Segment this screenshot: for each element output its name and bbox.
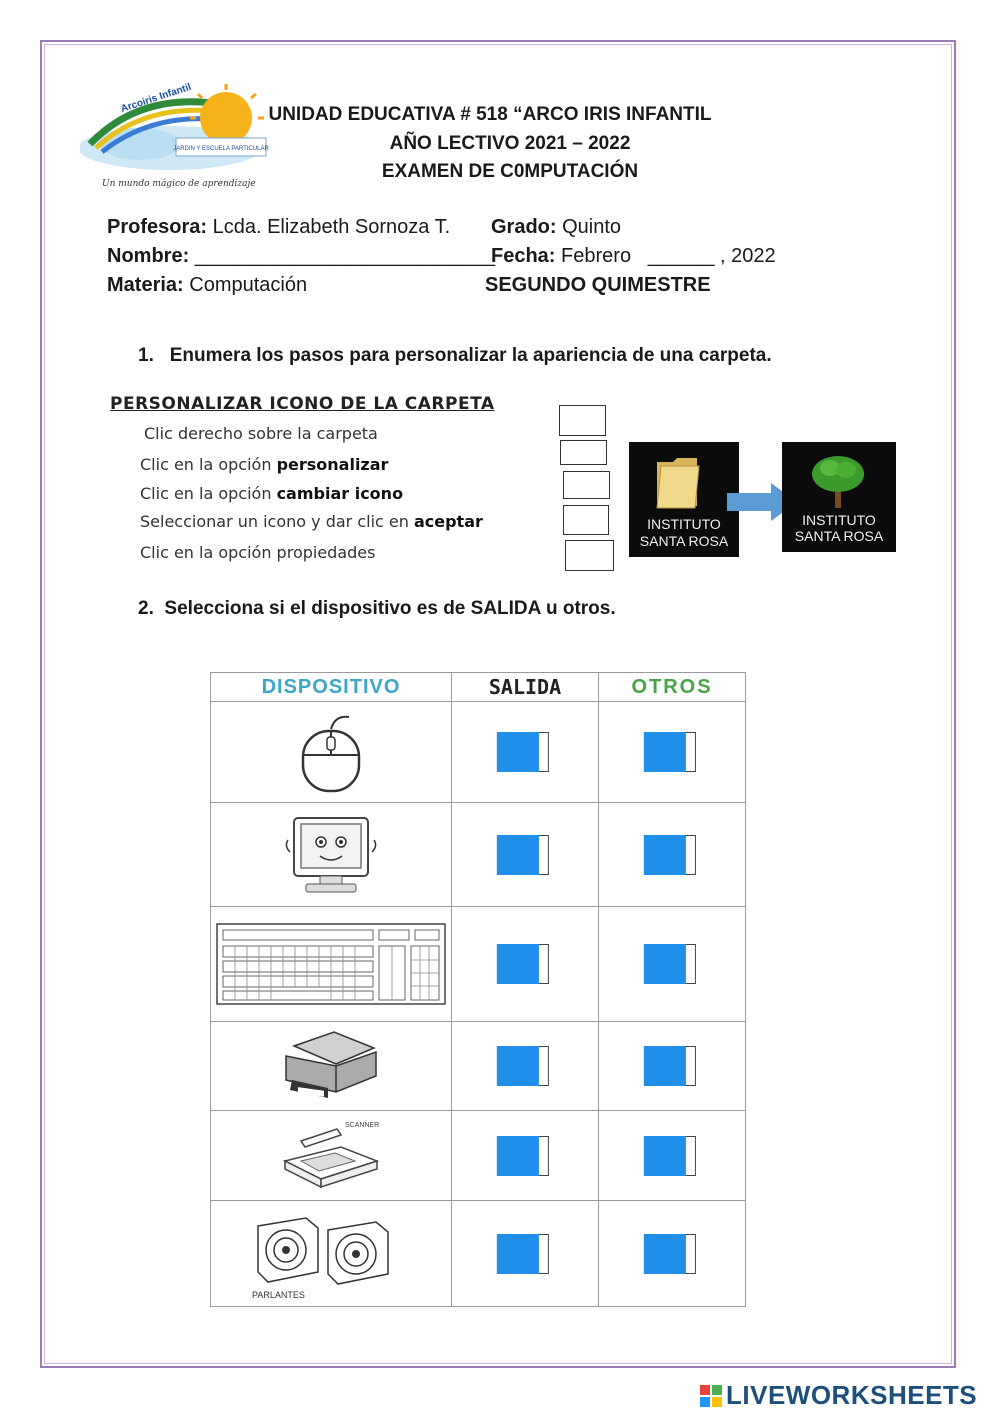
subject-line <box>107 274 307 297</box>
salida-cell <box>452 803 599 907</box>
speakers-icon <box>246 1206 416 1302</box>
step-number-input-2[interactable] <box>560 440 607 465</box>
otros-checkbox[interactable] <box>644 732 696 772</box>
term-label: SEGUNDO QUIMESTRE <box>485 274 711 296</box>
table-header-row <box>211 673 746 702</box>
otros-checkbox[interactable] <box>644 835 696 875</box>
question-1-text: Enumera los pasos para personalizar la apariencia de una carpeta. <box>169 345 772 366</box>
salida-cell <box>452 1201 599 1307</box>
device-keyboard <box>211 907 452 1022</box>
otros-cell <box>599 1111 746 1201</box>
question-2-number: 2. <box>138 598 154 619</box>
name-line[interactable] <box>107 245 495 268</box>
folder-before-image <box>629 442 739 557</box>
teacher-value: Lcda. Elizabeth Sornoza T. <box>212 216 451 238</box>
salida-checkbox[interactable] <box>497 732 549 772</box>
step-1: Clic derecho sobre la carpeta <box>144 424 378 443</box>
salida-cell <box>452 907 599 1022</box>
otros-checkbox[interactable] <box>644 1234 696 1274</box>
table-row <box>211 907 746 1022</box>
question-2-text: Selecciona si el dispositivo es de SALIDA u otros. <box>164 598 616 619</box>
column-dispositivo: DISPOSITIVO <box>211 673 452 702</box>
subject-value: Computación <box>189 274 308 296</box>
mouse-icon <box>291 707 371 797</box>
step-number-input-4[interactable] <box>563 505 609 535</box>
grade-line <box>491 216 621 239</box>
otros-cell <box>599 1022 746 1111</box>
logo-arc-text: Arcoiris Infantil <box>119 82 193 115</box>
salida-checkbox[interactable] <box>497 835 549 875</box>
teacher-line <box>107 216 450 239</box>
table-row <box>211 803 746 907</box>
device-monitor <box>211 803 452 907</box>
otros-cell <box>599 907 746 1022</box>
date-line <box>491 245 776 268</box>
teacher-label: Profesora: <box>107 216 208 238</box>
grade-value: Quinto <box>562 216 622 238</box>
device-speakers <box>211 1201 452 1307</box>
folder-before-caption-1: INSTITUTO <box>647 516 721 532</box>
exam-title: EXAMEN DE C0MPUTACIÓN <box>381 161 639 182</box>
devices-table <box>210 672 746 1307</box>
question-1-number: 1. <box>138 345 154 366</box>
salida-cell <box>452 1111 599 1201</box>
date-blank[interactable]: ______ <box>647 245 715 267</box>
name-blank[interactable]: ___________________________ <box>194 245 496 267</box>
scanner-icon <box>271 1117 391 1195</box>
salida-checkbox[interactable] <box>497 944 549 984</box>
otros-cell <box>599 1201 746 1307</box>
liveworksheets-logo-icon <box>700 1385 722 1407</box>
step-number-input-5[interactable] <box>565 540 614 571</box>
table-row <box>211 702 746 803</box>
salida-cell <box>452 702 599 803</box>
liveworksheets-brand[interactable] <box>700 1380 977 1411</box>
date-year: , 2022 <box>720 245 776 267</box>
device-scanner <box>211 1111 452 1201</box>
tree-icon <box>810 452 866 510</box>
speakers-label: PARLANTES <box>252 1289 305 1300</box>
school-name: UNIDAD EDUCATIVA # 518 “ARCO IRIS INFANTIL <box>268 104 712 125</box>
keyboard-icon <box>215 920 447 1008</box>
question-2 <box>138 598 616 620</box>
monitor-icon <box>276 812 386 898</box>
salida-checkbox[interactable] <box>497 1046 549 1086</box>
date-label: Fecha: <box>491 245 556 267</box>
subject-label: Materia: <box>107 274 184 296</box>
column-otros: OTROS <box>599 673 746 702</box>
step-number-input-3[interactable] <box>563 471 610 499</box>
salida-checkbox[interactable] <box>497 1234 549 1274</box>
device-mouse <box>211 702 452 803</box>
column-salida: SALIDA <box>452 673 599 702</box>
printer-icon <box>276 1026 386 1106</box>
step-3: Clic en la opción cambiar icono <box>140 484 404 503</box>
question-1 <box>138 345 772 367</box>
folder-before-caption-2: SANTA ROSA <box>639 533 729 549</box>
school-year: AÑO LECTIVO 2021 – 2022 <box>389 133 631 154</box>
otros-checkbox[interactable] <box>644 1136 696 1176</box>
otros-cell <box>599 702 746 803</box>
folder-after-image <box>782 442 896 552</box>
name-label: Nombre: <box>107 245 190 267</box>
otros-checkbox[interactable] <box>644 944 696 984</box>
salida-checkbox[interactable] <box>497 1136 549 1176</box>
logo-badge: JARDIN Y ESCUELA PARTICULAR <box>173 146 269 152</box>
logo-motto: Un mundo mágico de aprendizaje <box>102 179 256 189</box>
salida-cell <box>452 1022 599 1111</box>
device-printer <box>211 1022 452 1111</box>
otros-cell <box>599 803 746 907</box>
steps-title: PERSONALIZAR ICONO DE LA CARPETA <box>110 394 495 414</box>
folder-after-caption-2: SANTA ROSA <box>794 528 884 544</box>
otros-checkbox[interactable] <box>644 1046 696 1086</box>
step-5: Clic en la opción propiedades <box>140 543 376 562</box>
table-row <box>211 1022 746 1111</box>
scanner-label: SCANNER <box>345 1121 380 1129</box>
step-2: Clic en la opción personalizar <box>140 455 389 474</box>
folder-after-caption-1: INSTITUTO <box>802 512 876 528</box>
grade-label: Grado: <box>491 216 557 238</box>
table-row <box>211 1111 746 1201</box>
step-4: Seleccionar un icono y dar clic en aceptar <box>140 512 483 531</box>
step-number-input-1[interactable] <box>559 405 606 436</box>
liveworksheets-text: LIVEWORKSHEETS <box>726 1380 978 1410</box>
table-row <box>211 1201 746 1307</box>
folder-icon <box>653 454 703 512</box>
school-logo <box>80 82 290 194</box>
date-month: Febrero <box>561 245 632 267</box>
